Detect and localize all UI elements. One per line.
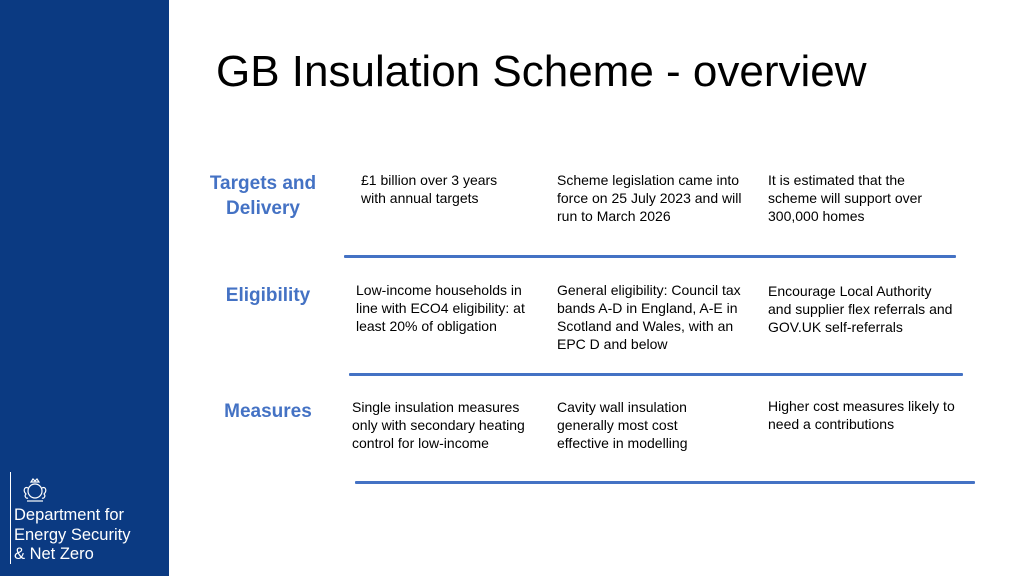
measures-cell-3: Higher cost measures likely to need a contributions (768, 398, 955, 432)
department-logo (10, 472, 160, 572)
department-name: Department for Energy Security & Net Zero (14, 506, 131, 563)
targets-cell-1: £1 billion over 3 years with annual targets (361, 172, 498, 206)
row-label-targets-and-delivery: Targets and Delivery (209, 173, 317, 219)
targets-cell-2: Scheme legislation came into force on 25 July 2023 and will run to March 2026 (557, 172, 742, 224)
measures-cell-1: Single insulation measures only with secondary heating control for low-income (352, 399, 525, 451)
royal-crest-icon (20, 476, 50, 504)
row-label-measures: Measures (224, 401, 312, 422)
eligibility-cell-2: General eligibility: Council tax bands A-D in England, A-E in Scotland and Wales, with an EPC D and below (557, 282, 741, 352)
logo-divider (10, 472, 11, 564)
row-divider-2 (349, 373, 963, 376)
sidebar (0, 0, 169, 576)
measures-cell-2: Cavity wall insulation generally most cost effective in modelling (557, 399, 688, 451)
page-title: GB Insulation Scheme - overview (216, 47, 867, 96)
eligibility-cell-1: Low-income households in line with ECO4 eligibility: at least 20% of obligation (356, 282, 525, 334)
eligibility-cell-3: Encourage Local Authority and supplier flex referrals and GOV.UK self-referrals (768, 283, 953, 335)
targets-cell-3: It is estimated that the scheme will support over 300,000 homes (768, 172, 923, 224)
row-divider-1 (344, 255, 956, 258)
row-divider-3 (355, 481, 975, 484)
row-label-eligibility: Eligibility (225, 285, 311, 306)
